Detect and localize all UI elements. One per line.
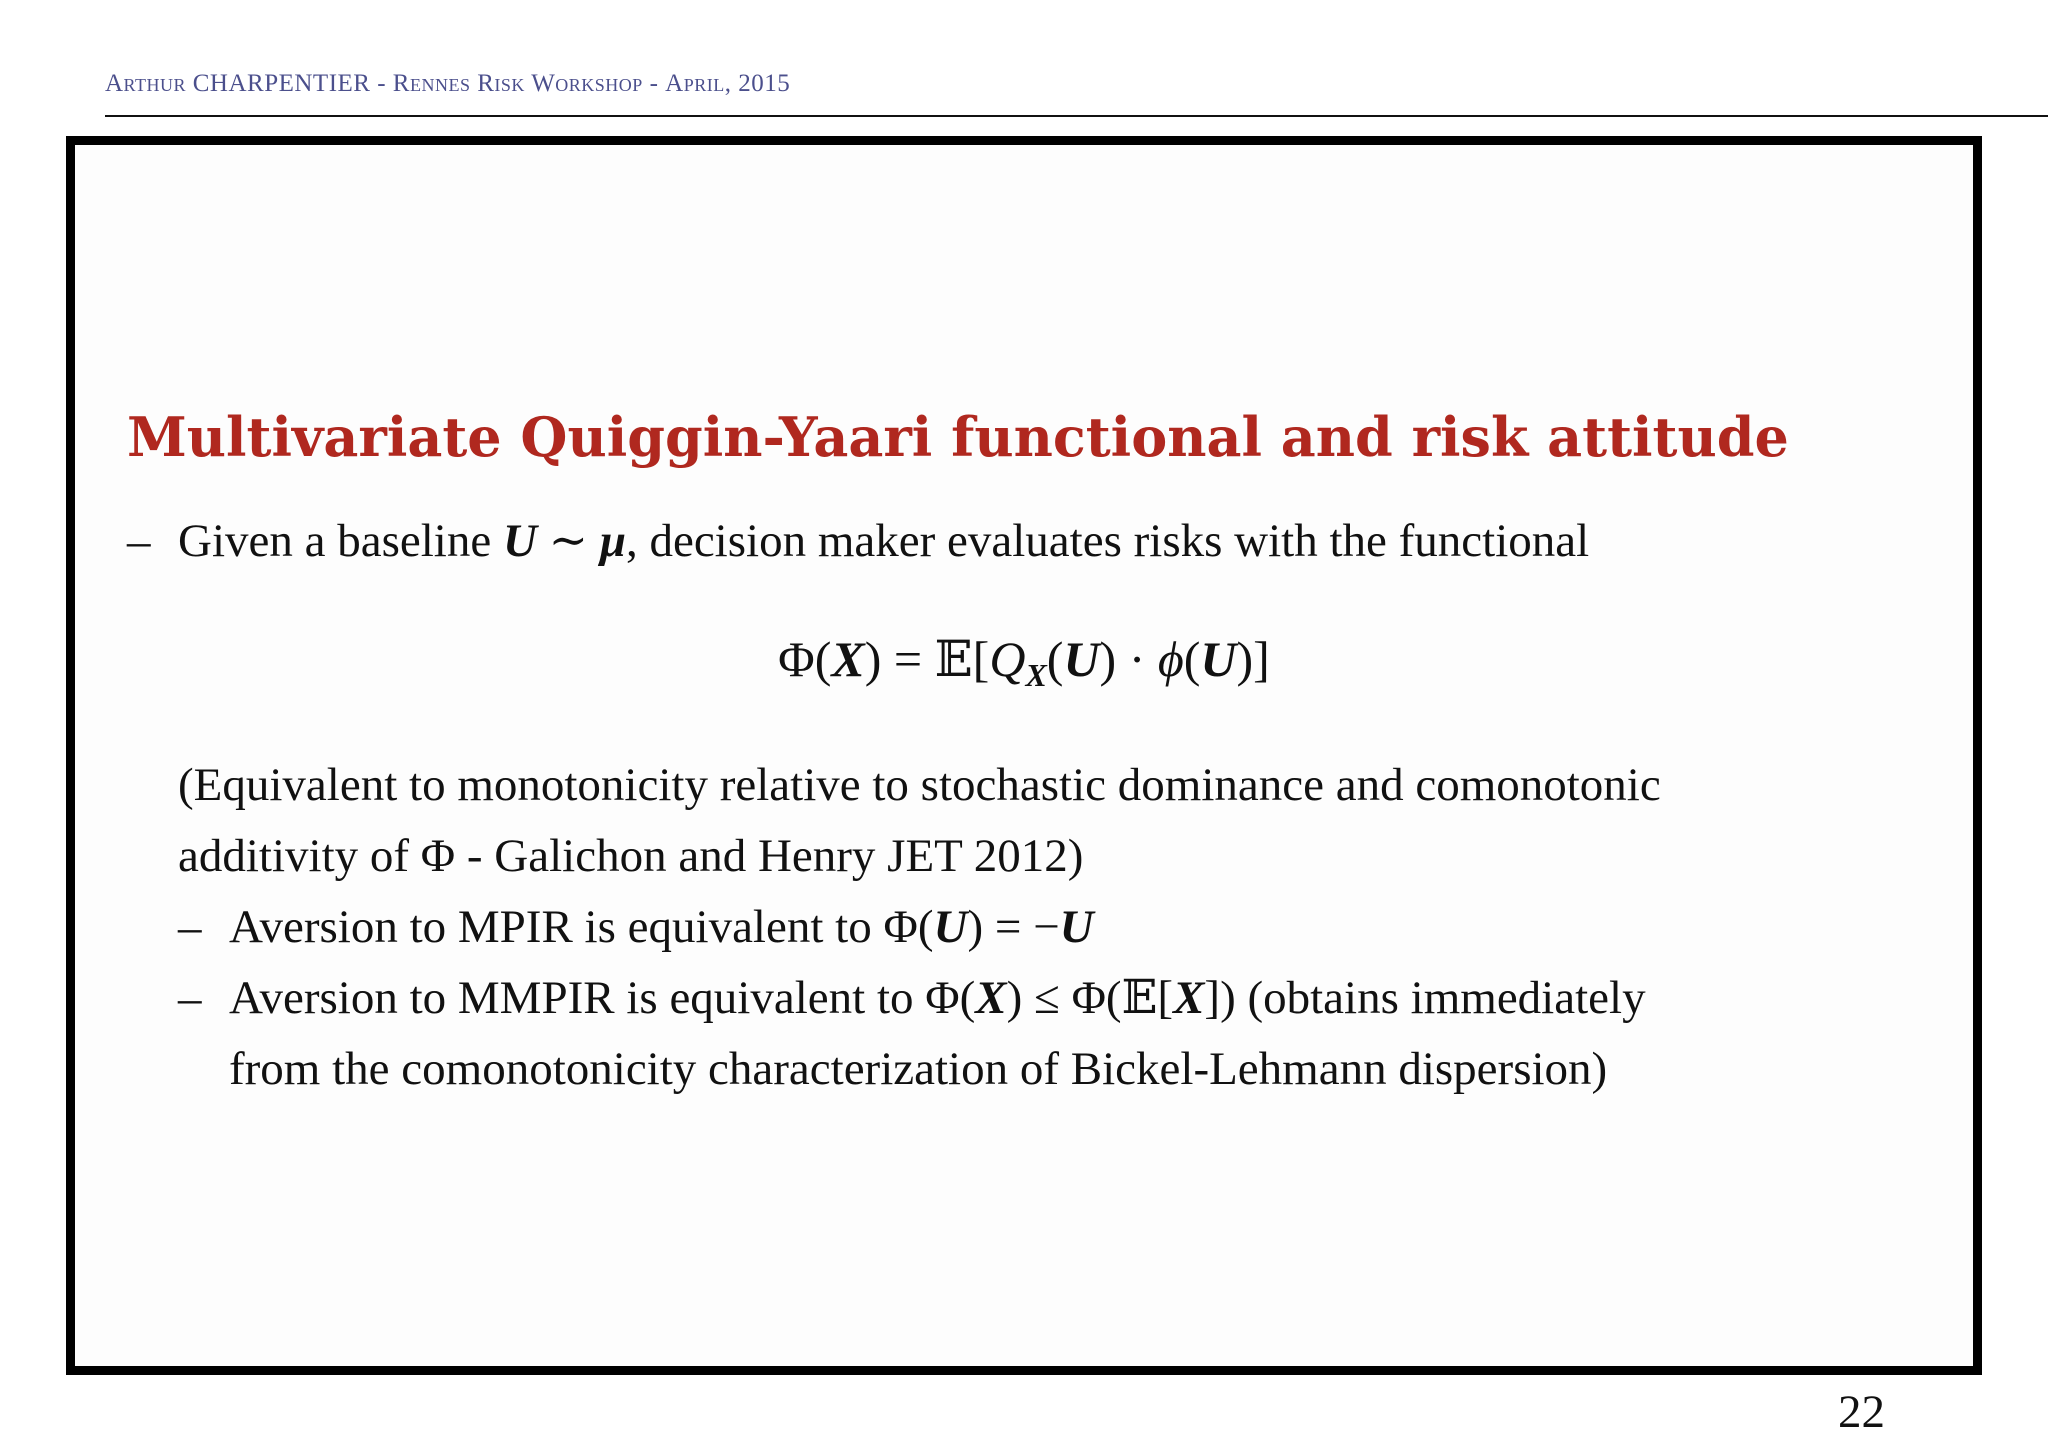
formula-var-q: Q [989,631,1026,687]
header-author-last: CHARPENTIER [192,70,371,97]
header-event: Rennes Risk Workshop [392,70,643,97]
header-separator: - [377,70,387,97]
sub-bullet-2-mid: ) ≤ Φ(𝔼[ [1006,972,1174,1024]
formula-part: Φ( [778,631,832,687]
formula-subscript-x: X [1025,657,1047,693]
bullet-dash: – [127,515,151,567]
paragraph-line-1: (Equivalent to monotonicity relative to stochastic dominance and comonotonic [178,759,1661,811]
sub-bullet-2 [229,963,1646,1034]
variable-mu: μ [599,515,626,567]
bullet-1-prefix: Given a baseline [178,515,492,567]
display-formula [0,630,2048,694]
sub-bullet-1-mid: ) = − [967,901,1060,953]
slide-title: Multivariate Quiggin-Yaari functional and risk attitude [127,405,1789,469]
sub-bullet-1 [229,892,1094,963]
sub-bullet-2-line-2: from the comonotonicity characterization of Bickel-Lehmann dispersion) [229,1043,1608,1095]
sub-bullet-2-end: ]) (obtains immediately [1204,972,1646,1024]
header-separator: - [649,70,659,97]
formula-part: )] [1236,631,1270,687]
header-author-first: Arthur [105,70,186,97]
slide-header [105,70,790,98]
sub-bullet-2-text: Aversion to MMPIR is equivalent to Φ( [229,972,976,1024]
formula-part: ( [1183,631,1201,687]
formula-part: ( [1046,631,1064,687]
sub-bullet-dash: – [178,972,202,1024]
variable-u: U [502,515,537,567]
formula-var-u: U [1200,631,1237,687]
variable-x: X [975,972,1007,1024]
sim-symbol: ∼ [548,515,589,567]
header-date: April, 2015 [665,70,791,97]
formula-part: ) = 𝔼[ [864,631,990,687]
sub-bullet-dash: – [178,901,202,953]
formula-var-x: X [831,631,865,687]
bullet-1-suffix: , decision maker evaluates risks with the functional [625,515,1590,567]
page-number: 22 [1838,1386,1885,1438]
variable-x: X [1173,972,1205,1024]
variable-u: U [1059,901,1094,953]
paragraph-line-2: additivity of Φ - Galichon and Henry JET 2012) [178,830,1084,882]
formula-phi: ϕ [1157,631,1184,687]
formula-var-u: U [1063,631,1100,687]
variable-u: U [933,901,968,953]
bullet-1 [178,506,1589,577]
sub-bullet-1-text: Aversion to MPIR is equivalent to Φ( [229,901,934,953]
formula-part: ) · [1099,631,1158,687]
header-rule [105,115,2048,117]
